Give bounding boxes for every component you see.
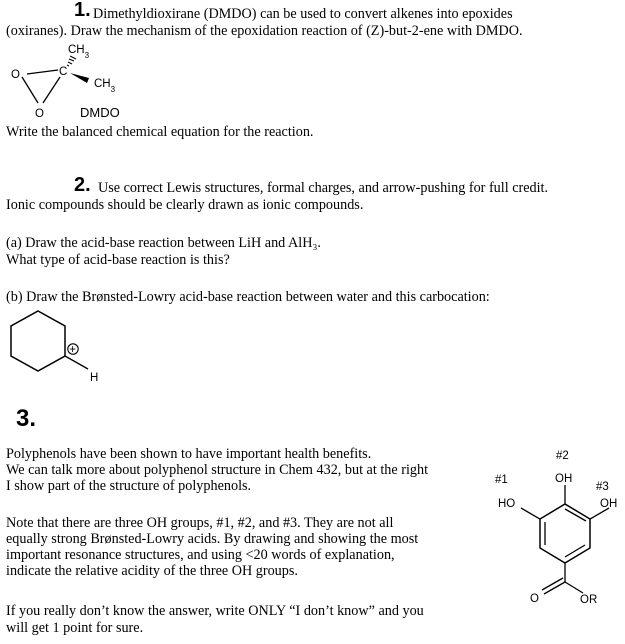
ring-double-bond-2 [565, 545, 585, 557]
q3-para1-line3: I show part of the structure of polyphenols. [6, 478, 252, 494]
bond-oh-left [521, 508, 540, 519]
q3-number: 3. [16, 405, 37, 432]
bond-co-double-b [542, 578, 563, 590]
dmdo-label: DMDO [80, 105, 120, 120]
dmdo-methyl-top: $CH_3$ [68, 44, 90, 60]
dmdo-atom-c: C [59, 66, 68, 78]
q2-part-a-line1: (a) Draw the acid-base reaction between LiH and AlH₃. [6, 235, 321, 251]
dmdo-atom-o-left: O [11, 69, 20, 81]
bond-c-or [565, 582, 583, 593]
label-num-1: #1 [495, 474, 508, 486]
atom-oh-right: OH [600, 498, 618, 510]
atom-ho-left: HO [498, 498, 516, 510]
q1-line3: Write the balanced chemical equation for the reaction. [6, 124, 314, 140]
bond-co-double-a [544, 582, 565, 594]
q2-line1: Use correct Lewis structures, formal charges, and arrow-pushing for full credit. [98, 180, 549, 196]
positive-charge-sign: + [69, 344, 77, 356]
q3-para2-line4: indicate the relative acidity of the three OH groups. [6, 563, 298, 579]
q3-para2-line1: Note that there are three OH groups, #1, #2, and #3. They are not all [6, 515, 394, 531]
q2-line2: Ionic compounds should be clearly drawn as ionic compounds. [6, 197, 364, 213]
benzene-ring [540, 504, 590, 563]
q3-para2-line2: equally strong Brønsted-Lowry acids. By drawing and showing the most [6, 531, 419, 547]
q2-part-b: (b) Draw the Brønsted-Lowry acid-base reaction between water and this carbocation: [6, 289, 490, 305]
q1-line1: Dimethyldioxirane (DMDO) can be used to convert alkenes into epoxides [93, 6, 513, 22]
q1-number: 1. [74, 0, 91, 21]
q3-para3-line1: If you really don’t know the answer, write ONLY “I don’t know” and you [6, 603, 424, 619]
carbocation-h-label: H [90, 372, 99, 384]
dmdo-atom-o-bottom: O [35, 108, 44, 120]
q3-para1-line1: Polyphenols have been shown to have important health benefits. [6, 446, 372, 462]
label-num-2: #2 [556, 450, 569, 462]
q2-part-a-line2: What type of acid-base reaction is this? [6, 252, 230, 268]
q3-para1-line2: We can talk more about polyphenol structure in Chem 432, but at the right [6, 462, 429, 478]
atom-oh-top: OH [555, 473, 573, 485]
q1-line2: (oxiranes). Draw the mechanism of the epoxidation reaction of (Z)-but-2-ene with DMDO. [6, 23, 523, 39]
dmdo-methyl-right: $CH_3$ [94, 78, 116, 94]
q3-para2-line3: important resonance structures, and using <20 words of explanation, [6, 547, 395, 563]
atom-or: OR [580, 594, 598, 606]
q2-number: 2. [74, 174, 91, 196]
label-num-3: #3 [596, 481, 609, 493]
q3-para3-line2: will get 1 point for sure. [6, 620, 144, 636]
atom-carbonyl-o: O [530, 593, 539, 605]
